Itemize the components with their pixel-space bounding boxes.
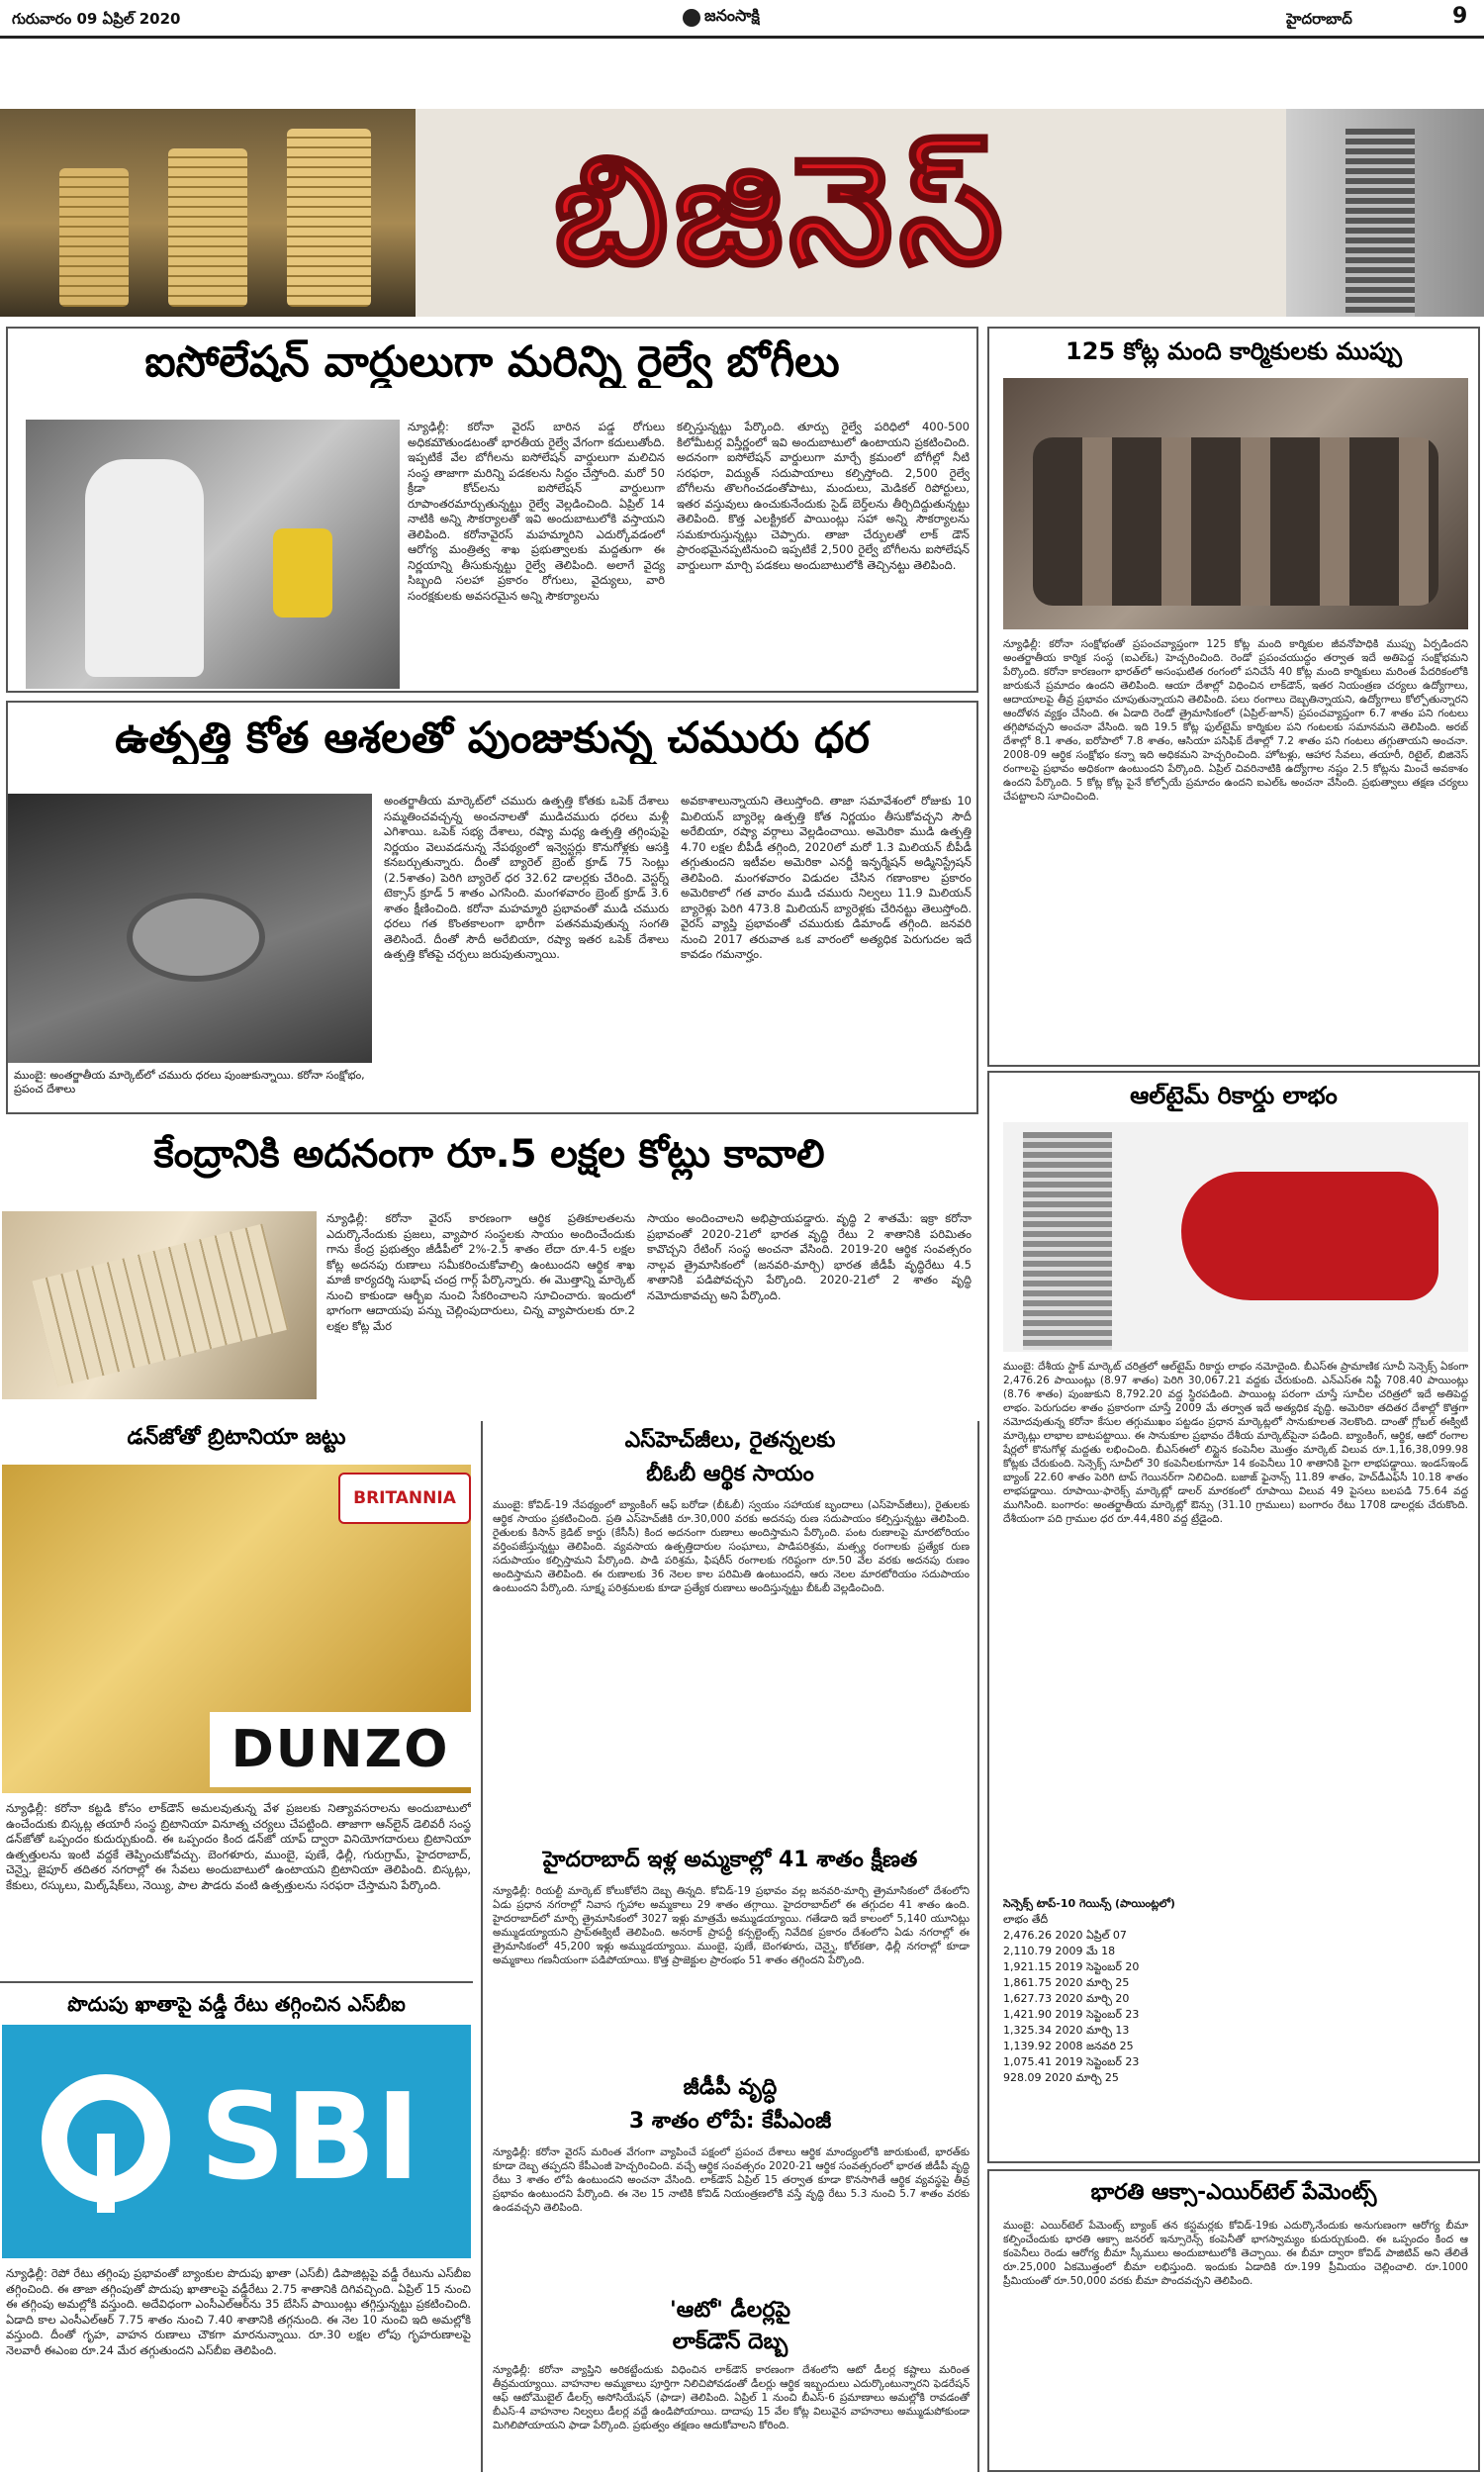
business-banner xyxy=(0,109,1484,317)
article-body-col1: అంతర్జాతీయ మార్కెట్‌లో చమురు ఉత్పత్తి కోతకు ఒపెక్ దేశాలు సమ్మతించవచ్చన్న అంచనాలతో ముడిచమురు ధరలు మళ్లీ ఎగిశాయి. ఒపెక్ సభ్య దేశాలు, రష్యా మధ్య ఉత్పత్తి తగ్గింపుపై నిర్ణయం వెలువడనున్న నేపథ్యంలో ఇన్వెస్టర్లు కొనుగోళ్లకు ఆసక్తి కనబర్చుతున్నారు. దీంతో బ్యారెల్ బ్రెంట్ క్రూడ్ 75 సెంట్లు (2.5శాతం) పెరిగి బ్యారెల్ ధర 32.62 డాలర్లకు చేరింది. వెస్టర్న్ టెక్సాస్ క్రూడ్ 5 శాతం ఎగసింది. మంగళవారం బ్రెంట్ క్రూడ్ 3.6 శాతం క్షీణించింది. కరోనా మహమ్మారి ప్రభావంతో ముడి చమురు ధరలు గత కొంతకాలంగా భారీగా పతనమవుతున్న సంగతి తెలిసిందే. దీంతో సౌదీ అరేబియా, రష్యా ఇతర ఒపెక్ దేశాలు ఉత్పత్తి కోతపై చర్చలు జరుపుతున్నాయి. xyxy=(384,794,669,961)
header-date: గురువారం 09 ఏప్రిల్ 2020 xyxy=(12,10,181,28)
britannia-logo-text: BRITANNIA xyxy=(353,1488,456,1508)
list-item: 1,075.41 2019 సెప్టెంబర్ 23 xyxy=(1003,2055,1140,2068)
article-ilo-workers xyxy=(987,327,1480,1067)
ppe-photo xyxy=(26,420,400,689)
section-title: బిజినెస్ xyxy=(554,126,1009,298)
headline: పొదుపు ఖాతాపై వడ్డీ రేటు తగ్గించిన ఎస్‌బీఐ xyxy=(67,1992,406,2016)
section-rule xyxy=(0,1981,473,1983)
sbi-logo-text: SBI xyxy=(200,2069,420,2207)
sensex-gains-list xyxy=(1003,1896,1468,2159)
article-body: న్యూఢిల్లీ: కరోనా వైరస్ మరింత వేగంగా వ్యాపించే పక్షంలో ప్రపంచ దేశాలు ఆర్థిక మాంద్యంలోకి జారుకుంటే, భారత్‌కు కూడా దెబ్బ తప్పదని కేపీఎంజీ హెచ్చరించింది. వచ్చే ఆర్థిక సంవత్సరం 2020-21 ఆర్థిక సంవత్సరంలో భారత జీడీపీ వృద్ధి రేటు 3 శాతం లోపే ఉంటుందని అంచనా వేసింది. లాక్‌డౌన్ ఏప్రిల్ 15 తర్వాత కూడా కొనసాగితే ఆర్థిక వ్యవస్థపై తీవ్ర ప్రభావం ఉంటుందని పేర్కొంది. ఈ నెల 15 నాటికి కోవిడ్ నియంత్రణలోకి వస్తే వృద్ధి రేటు 5.3 నుంచి 5.7 శాతం వరకు ఉండవచ్చని తెలిపింది. xyxy=(493,2146,970,2214)
list-item: 1,627.73 2020 మార్చి 20 xyxy=(1003,1992,1130,2005)
article-body-col2: అవకాశాలున్నాయని తెలుస్తోంది. తాజా సమావేశంలో రోజుకు 10 మిలియన్ బ్యారెల్ల ఉత్పత్తి కోత నిర్ణయం తీసుకోవచ్చని సౌదీ అరేబియా, రష్యా వర్గాలు వెల్లడించాయి. అమెరికా ముడి ఉత్పత్తి 4.70 లక్షల బీపీడీ తగ్గింది, 2020లో మరో 1.3 మిలియన్ బీపీడీ తగ్గుతుందని ఇటీవల అమెరికా ఎనర్జీ ఇన్ఫర్మేషన్ అడ్మినిస్ట్రేషన్ తెలిపింది. మంగళవారం విడుదల చేసిన గణాంకాల ప్రకారం అమెరికాలో గత వారం ముడి చమురు నిల్వలు 11.9 మిలియన్ బ్యారెళ్లు పెరిగి 473.8 మిలియన్ బ్యారెళ్లకు చేరినట్టు తెలుస్తోంది. వైరస్ వ్యాప్తి ప్రభావంతో చమురుకు డిమాండ్ తగ్గింది. జనవరి నుంచి 2017 తరువాత ఒక వారంలో అత్యధిక పెరుగుదల ఇదే కావడం గమనార్హం. xyxy=(681,794,972,961)
article-kpmg-gdp xyxy=(483,2070,977,2292)
headline-line2: లాక్‌డౌన్ దెబ్బ xyxy=(672,2330,788,2354)
list-item: 1,921.15 2019 సెప్టెంబర్ 20 xyxy=(1003,1960,1140,1973)
sbi-logo-keyhole xyxy=(97,2134,115,2213)
article-oil-price xyxy=(6,701,978,1114)
tower-icon xyxy=(1345,129,1415,317)
headline: 125 కోట్ల మంది కార్మికులకు ముప్పు xyxy=(1066,337,1402,365)
article-isolation-coaches xyxy=(6,327,978,693)
list-item: 2,476.26 2020 ఏప్రిల్ 07 xyxy=(1003,1929,1127,1942)
page-number: 9 xyxy=(1452,4,1468,29)
headline-line1: జీడీపీ వృద్ధి xyxy=(683,2075,778,2100)
article-body-col1: న్యూఢిల్లీ: కరోనా వైరస్ బారిన పడ్డ రోగులు అధికమౌతుండటంతో భారతీయ రైల్వే వేగంగా కదులుతోంది. ఇప్పటికే వేల బోగీలను ఐసోలేషన్ వార్డులుగా మలిచిన సంస్థ తాజాగా మరిన్ని పడకలను సిద్ధం చేస్తోంది. మరో 50 క్రీడా కోచ్‌లను ఐసోలేషన్ వార్డులుగా రూపాంతరమార్చుతున్నట్టు రైల్వే వెల్లడించింది. ఏప్రిల్ 14 నాటికి అన్ని సౌకర్యాలతో ఇవి అందుబాటులోకి వస్తాయని తెలిపింది. కరోనావైరస్ మహమ్మారిని ఎదుర్కోవడంలో ఆరోగ్య మంత్రిత్వ శాఖ ప్రభుత్వాలకు మద్దతుగా ఈ నిర్ణయాన్ని తీసుకున్నట్టు రైల్వే తెలిపింది. అలాగే వైద్య సిబ్బంది సలహా ప్రకారం రోగులు, వైద్యులు, వారి సంరక్షకులకు అవసరమైన అన్ని సౌకర్యాలను xyxy=(408,420,665,603)
article-sbi-savings xyxy=(0,1981,473,2472)
list-item: 2,110.79 2009 మే 18 xyxy=(1003,1945,1116,1957)
headline: హైదరాబాద్ ఇళ్ల అమ్మకాల్లో 41 శాతం క్షీణత xyxy=(542,1848,918,1872)
headline: ఆల్‌టైమ్ రికార్డు లాభం xyxy=(1130,1082,1338,1109)
headline: ఐసోలేషన్ వార్డులుగా మరిన్ని రైల్వే బోగీలు xyxy=(144,337,840,387)
barrel-icon xyxy=(127,893,265,982)
person-icon xyxy=(85,459,204,677)
article-body: న్యూఢిల్లీ: కరోనా వ్యాప్తిని అరికట్టేందుకు విధించిన లాక్‌డౌన్ కారణంగా దేశంలోని ఆటో డీలర్ల కష్టాలు మరింత తీవ్రమయ్యాయి. వాహనాల అమ్మకాలు పూర్తిగా నిలిచిపోవడంతో డీలర్లు ఆర్థిక ఇబ్బందులు ఎదుర్కొంటున్నారని ఫెడరేషన్ ఆఫ్ ఆటోమొబైల్ డీలర్స్ అసోసియేషన్ (ఫాడా) తెలిపింది. ఏప్రిల్ 1 నుంచి బీఎస్-6 ప్రమాణాలు అమల్లోకి రావడంతో బీఎస్-4 వాహనాల నిల్వలు డీలర్ల వద్దే ఉండిపోయాయి. దాదాపు 15 వేల కోట్ల విలువైన వాహనాలు అమ్ముడుపోకుండా మిగిలిపోయాయని ఫాడా పేర్కొంది. ప్రభుత్వం తక్షణం ఆదుకోవాలని కోరింది. xyxy=(493,2364,970,2431)
article-hyderabad-housing xyxy=(483,1841,977,2068)
article-body-col2: సాయం అందించాలని అభిప్రాయపడ్డారు. వృద్ధి 2 శాతమే: ఇక్రా కరోనా ప్రభావంతో 2020-21లో భారత వృద్ధి రేటు 2 శాతానికి పరిమితం కావొచ్చని రేటింగ్ సంస్థ అంచనా వేసింది. 2019-20 ఆర్థిక సంవత్సరం నాల్గవ త్రైమాసికంలో (జనవరి-మార్చి) భారత జీడీపీ వృద్ధిరేటు 4.5 శాతానికి పడిపోవచ్చని పేర్కొంది. 2020-21లో 2 శాతం వృద్ధి నమోదుకావచ్చు అని పేర్కొంది. xyxy=(647,1211,972,1302)
article-bob-aid xyxy=(483,1421,977,1837)
article-auto-dealers xyxy=(483,2294,977,2470)
headline: కేంద్రానికి అదనంగా రూ.5 లక్షల కోట్లు కావాలి xyxy=(153,1132,825,1177)
headline: భారతి ఆక్సా-ఎయిర్‌టెల్ పేమెంట్స్ xyxy=(1090,2180,1377,2205)
bull-icon xyxy=(1181,1172,1438,1300)
coin-stack-icon xyxy=(287,129,371,307)
article-body: ముంబై: కోవిడ్-19 నేపథ్యంలో బ్యాంకింగ్ ఆఫ్ బరోడా (బీఓబీ) స్వయం సహాయక బృందాలు (ఎస్‌హెచ్‌జీలు), రైతులకు ఆర్థిక సాయం ప్రకటించింది. ప్రతి ఎస్‌హెచ్‌జీకి రూ.30,000 వరకు అదనపు రుణ సదుపాయం కల్పిస్తున్నట్టు తెలిపింది. రైతులకు కిసాన్ క్రెడిట్ కార్డు (కేసీసీ) కింద అదనంగా రుణాలు అందిస్తామని పేర్కొంది. పంట రుణాలపై మారటోరియం వర్తింపజేస్తున్నట్టు తెలిపింది. వ్యవసాయ ఉత్పత్తిదారుల సంఘాలు, పాడిపరిశ్రమ, మత్స్య రంగాలకు ప్రత్యేక రుణ సదుపాయం కల్పిస్తామని పేర్కొంది. పాడి పరిశ్రమ, ఫిషరీస్ రంగాలకు గరిష్ఠంగా రూ.50 వేల వరకు అదనపు రుణం అందిస్తామని తెలిపింది. ఈ రుణాలకు 36 నెలల కాల పరిమితి ఉంటుందని, ఆరు నెలల మారటోరియం సదుపాయం ఉంటుందని పేర్కొంది. సూక్ష్మ పరిశ్రమలకు కూడా ప్రత్యేక రుణాలు అందిస్తున్నట్టు బీఓబీ వెల్లడించింది. xyxy=(493,1499,970,1594)
article-centre-funds xyxy=(0,1122,978,1409)
list-subtitle: లాభం తేదీ xyxy=(1003,1913,1049,1926)
headline-line2: 3 శాతం లోపే: కేపీఎంజీ xyxy=(628,2109,832,2134)
coin-stack-icon xyxy=(168,148,247,307)
article-body-col2: కల్పిస్తున్నట్టు పేర్కొంది. తూర్పు రైల్వే పరిధిలో 400-500 కిలోమీటర్ల విస్తీర్ణంలో ఇవి అందుబాటులో ఉంటాయని ప్రకటించింది. అదనంగా ఐసోలేషన్ వార్డులుగా మార్చే క్రమంలో బోగీల్లో నీటి సరఫరా, విద్యుత్ సదుపాయాలు కల్పిస్తోంది. 2,500 రైల్వే బోగీలను తొలగించడంతోపాటు, మందులు, మెడికల్ రిపోర్టులు, ఇతర వస్తువులు ఉంచుకునేందుకు సైడ్ బెర్త్‌లను తీర్చిదిద్దుతున్నట్టు తెలిపింది. కొత్త ఎలక్ట్రికల్ పాయింట్లు సహా అన్ని సౌకర్యాలను సమకూరుస్తున్నట్లు చెప్పారు. తాజా చేర్పులతో లాక్ డౌన్ ప్రారంభమైనప్పటినుంచి ఇప్పటికే 2,500 రైల్వే బోగీలను ఐసోలేషన్ వార్డులుగా మార్చి పడకలు అందుబాటులోకి తెచ్చినట్టు తెలిపింది. xyxy=(677,420,970,572)
headline: డన్‌జోతో బ్రిటానియా జట్టు xyxy=(127,1425,346,1450)
skyscraper-icon xyxy=(1023,1132,1112,1350)
list-item: 1,421.90 2019 సెప్టెంబర్ 23 xyxy=(1003,2008,1140,2021)
headline: ఉత్పత్తి కోత ఆశలతో పుంజుకున్న చమురు ధర xyxy=(115,714,870,763)
list-title: సెన్సెక్స్ టాప్-10 గెయిన్స్ (పాయింట్లలో) xyxy=(1003,1897,1175,1910)
building-photo xyxy=(1286,109,1484,317)
list-item: 1,861.75 2020 మార్చి 25 xyxy=(1003,1976,1130,1989)
photo-caption: ముంబై: అంతర్జాతీయ మార్కెట్‌లో చమురు ధరలు పుంజుకున్నాయి. కరోనా సంక్షోభం, ప్రపంచ దేశాలు xyxy=(14,1069,365,1095)
list-item: 928.09 2020 మార్చి 25 xyxy=(1003,2071,1119,2084)
article-body: న్యూఢిల్లీ: రియల్టీ మార్కెట్ కోలుకోలేని దెబ్బ తిన్నది. కోవిడ్-19 ప్రభావం వల్ల జనవరి-మార్చి త్రైమాసికంలో దేశంలోని ఏడు ప్రధాన నగరాల్లో నివాస గృహాల అమ్మకాలు 29 శాతం తగ్గాయి. హైదరాబాద్‌లో ఈ తగ్గుదల 41 శాతం ఉంది. హైదరాబాద్‌లో మార్చి త్రైమాసికంలో 3027 ఇళ్లు మాత్రమే అమ్ముడయ్యాయి. గతేడాది ఇదే కాలంలో 5,140 యూనిట్లు అమ్ముడయ్యాయని ప్రాప్‌ఈక్విటీ తెలిపింది. అనరాక్ ప్రాపర్టీ కన్సల్టెంట్స్ నివేదిక ప్రకారం దేశంలోని ఏడు నగరాల్లో ఈ త్రైమాసికంలో 45,200 ఇళ్లు అమ్ముడయ్యాయి. ముంబై, పుణే, బెంగళూరు, చెన్నై, కోల్‌కతా, ఢిల్లీ నగరాల్లో కూడా అమ్మకాలు గణనీయంగా పడిపోయాయి. కొత్త ప్రాజెక్టుల ప్రారంభం 51 శాతం తగ్గిందని పేర్కొంది. xyxy=(493,1885,970,1966)
article-airtel-payments xyxy=(987,2169,1480,2472)
article-body: న్యూఢిల్లీ: కరోనా సంక్షోభంతో ప్రపంచవ్యాప్తంగా 125 కోట్ల మంది కార్మికుల జీవనోపాధికి ముప్పు ఏర్పడిందని అంతర్జాతీయ కార్మిక సంస్థ (ఐఎల్ఓ) హెచ్చరించింది. రెండో ప్రపంచయుద్ధం తర్వాత ఇదే అతిపెద్ద సంక్షోభమని పేర్కొంది. కరోనా కారణంగా భారత్‌లో అసంఘటిత రంగంలో పనిచేసే 40 కోట్ల మంది కార్మికులు మరింత పేదరికంలోకి జారుకునే ప్రమాదం ఉందని తెలిపింది. ఆయా దేశాల్లో విధించిన లాక్‌డౌన్, ఇతర నియంత్రణ చర్యలు ఉద్యోగాలు, ఆదాయాలపై తీవ్ర ప్రభావం చూపుతున్నాయని తెలిపింది. పలు రంగాలు దెబ్బతిన్నాయని, ఉద్యోగాలు కోల్పోతున్నారని ఆందోళన వ్యక్తం చేసింది. ఈ ఏడాది రెండో త్రైమాసికంలో (ఏప్రిల్-జూన్) ప్రపంచవ్యాప్తంగా 6.7 శాతం పని గంటలు తగ్గిపోవచ్చని అంచనా వేసింది. ఇది 19.5 కోట్ల ఫుల్‌టైమ్ కార్మికుల పని గంటలకు సమానమని తెలిపింది. అరబ్ దేశాల్లో 8.1 శాతం, ఐరోపాలో 7.8 శాతం, ఆసియా పసిఫిక్ దేశాల్లో 7.2 శాతం పని గంటలు తగ్గుతాయని అంచనా. 2008-09 ఆర్థిక సంక్షోభం కన్నా ఇది అధికమని హెచ్చరించింది. హోటళ్లు, ఆహార సేవలు, తయారీ, రిటైల్, బిజినెస్ రంగాలపై ప్రభావం అధికంగా ఉంటుందని పేర్కొంది. ఏప్రిల్ చివరినాటికి ఉద్యోగాల నష్టం 2.5 కోట్లను మించే అవకాశం ఉందని పేర్కొంది. 5 కోట్ల కోట్ల పైనే కోల్పోయే ప్రమాదం ఉందని ఐఎల్ఓ అంచనా వేసింది. ప్రభుత్వాలు తక్షణ చర్యలు చేపట్టాలని సూచించింది. xyxy=(1003,638,1468,803)
coin-stack-icon xyxy=(59,168,129,307)
masthead-logo-icon xyxy=(683,9,700,27)
oil-barrel-photo xyxy=(8,794,372,1063)
britannia-logo xyxy=(338,1473,471,1524)
list-item: 1,325.34 2020 మార్చి 13 xyxy=(1003,2024,1130,2037)
workers-photo xyxy=(1003,378,1468,629)
article-britannia-dunzo xyxy=(0,1421,473,1973)
dunzo-logo xyxy=(210,1712,471,1787)
sprayer-icon xyxy=(273,528,332,618)
middle-column xyxy=(481,1421,979,2472)
dunzo-logo-text: DUNZO xyxy=(231,1720,450,1779)
header-city: హైదరాబాద్ xyxy=(1286,10,1352,28)
coins-photo xyxy=(0,109,416,317)
article-body-col1: న్యూఢిల్లీ: కరోనా వైరస్ కారణంగా ఆర్థిక ప్రతికూలతలను ఎదుర్కొనేందుకు ప్రజలు, వ్యాపార సంస్థలకు సాయం అందించేందుకు గాను కేంద్ర ప్రభుత్వం జీడీపీలో 2%-2.5 శాతం లేదా రూ.4-5 లక్షల కోట్ల అదనపు రుణాలు సమీకరించుకోవాల్సి ఉంటుందని ఆర్థిక శాఖ మాజీ కార్యదర్శి సుభాష్ చంద్ర గార్గ్ పేర్కొన్నారు. ఈ మొత్తాన్ని మార్కెట్ నుంచి కాకుండా ఆర్బీఐ నుంచి సేకరించాలని సూచించారు. ఇందులో భాగంగా ఆదాయపు పన్ను చెల్లింపుదారులు, చిన్న వ్యాపారులకు రూ.2 లక్షల కోట్ల మేర xyxy=(326,1211,635,1333)
article-body: న్యూఢిల్లీ: రెపో రేటు తగ్గింపు ప్రభావంతో బ్యాంకుల పొదుపు ఖాతా (ఎస్‌బీ) డిపాజిట్లపై వడ్డీ రేటును ఎస్‌బీఐ తగ్గించింది. ఈ తాజా తగ్గింపుతో పొదుపు ఖాతాలపై వడ్డీరేటు 2.75 శాతానికి దిగివచ్చింది. ఏప్రిల్ 15 నుంచి ఈ తగ్గింపు అమల్లోకి వస్తుంది. అదేవిధంగా ఎంసీఎల్ఆర్‌ను 35 బేసిస్ పాయింట్లు తగ్గిస్తున్నట్టు ప్రకటించింది. ఏడాది కాల ఎంసీఎల్ఆర్ 7.75 శాతం నుంచి 7.40 శాతానికి తగ్గనుంది. ఈ నెల 10 నుంచి ఇది అమల్లోకి వస్తుంది. దీంతో గృహ, వాహన రుణాలు చౌకగా మారనున్నాయి. రూ.30 లక్షల లోపు గృహరుణాలపై నెలవారీ ఈఎంఐ రూ.24 మేర తగ్గుతుందని ఎస్‌బీఐ తెలిపింది. xyxy=(6,2266,471,2357)
article-body: న్యూఢిల్లీ: కరోనా కట్టడి కోసం లాక్‌డౌన్ అమలవుతున్న వేళ ప్రజలకు నిత్యావసరాలను అందుబాటులో ఉంచేందుకు బిస్కట్ల తయారీ సంస్థ బ్రిటానియా వినూత్న చర్యలు చేపట్టింది. తాజాగా ఆన్‌లైన్ డెలివరీ సంస్థ డన్‌జోతో ఒప్పందం కుదుర్చుకుంది. ఈ ఒప్పందం కింద డన్‌జో యాప్ ద్వారా వినియోగదారులు బ్రిటానియా ఉత్పత్తులను ఇంటి వద్దకే తెప్పించుకోవచ్చు. బెంగళూరు, ముంబై, పుణే, ఢిల్లీ, గురుగ్రామ్, హైదరాబాద్, చెన్నై, జైపూర్ తదితర నగరాల్లో ఈ సేవలు అందుబాటులో ఉంటాయని బ్రిటానియా తెలిపింది. బిస్కట్లు, కేకులు, రస్కులు, మిల్క్‌షేక్‌లు, నెయ్యి, పాల పౌడరు వంటి ఉత్పత్తులను సరఫరా చేస్తామని పేర్కొంది. xyxy=(6,1801,471,1892)
crowd-icon xyxy=(1033,437,1438,606)
bull-photo xyxy=(1003,1122,1468,1352)
headline-line1: 'ఆటో' డీలర్లపై xyxy=(669,2298,791,2323)
sbi-banner xyxy=(2,2025,471,2258)
masthead xyxy=(683,6,760,29)
masthead-title: జనంసాక్షి xyxy=(704,6,760,25)
list-item: 1,139.92 2008 జనవరి 25 xyxy=(1003,2040,1134,2052)
article-body: ముంబై: ఎయిర్‌టెల్ పేమెంట్స్ బ్యాంక్ తన కస్టమర్లకు కోవిడ్-19కు ఎదుర్కొనేందుకు అనుగుణంగా ఆరోగ్య బీమా కల్పించేందుకు భారతి ఆక్సా జనరల్ ఇన్సూరెన్స్ కంపెనీతో భాగస్వామ్యం కుదుర్చుకుంది. ఈ ఒప్పందం కింద ఆ కంపెనీలు రెండు ఆరోగ్య బీమా స్కీములు అందుబాటులోకి తెచ్చాయి. ఈ బీమా ద్వారా కోవిడ్ పాజిటివ్ అని తేలితే రూ.25,000 ఏకమొత్తంలో బీమా లభిస్తుంది. ఇందుకు ఏడాదికి రూ.199 ప్రీమియం చెల్లించాలి. రూ.1000 ప్రీమియంతో రూ.50,000 వరకు బీమా పొందవచ్చని తెలిపింది. xyxy=(1003,2220,1468,2287)
headline-line2: బీఓబీ ఆర్థిక సాయం xyxy=(646,1462,814,1486)
brand-photo xyxy=(2,1465,471,1793)
banknote-icon xyxy=(32,1224,288,1387)
article-sensex-record xyxy=(987,1071,1480,2163)
article-body: ముంబై: దేశీయ స్టాక్ మార్కెట్ చరిత్రలో ఆల్‌టైమ్ రికార్డు లాభం నమోదైంది. బీఎస్ఈ ప్రామాణిక సూచీ సెన్సెక్స్ ఏకంగా 2,476.26 పాయింట్లు (8.97 శాతం) పెరిగి 30,067.21 వద్దకు చేరుకుంది. ఎన్ఎస్ఈ నిఫ్టీ 708.40 పాయింట్లు (8.76 శాతం) పుంజుకుని 8,792.20 వద్ద స్థిరపడింది. పాయింట్ల పరంగా చూస్తే సూచీల చరిత్రలో ఇదే అతిపెద్ద లాభం. పెరుగుదల శాతం ప్రకారంగా చూస్తే 2009 మే తర్వాత ఇదే అత్యధిక వృద్ధి. అమెరికా తదితర దేశాల్లో కొత్తగా నమోదవుతున్న కరోనా కేసుల తగ్గుముఖం పట్టడం ప్రధాన మార్కెట్లలో సానుకూలత నెలకొంది. దాంతో గ్లోబల్ ఈక్విటీ మార్కెట్లు లాభాల బాటపట్టాయి. ఈ సానుకూల ప్రభావం దేశీయ మార్కెట్‌పైనా పడింది. బ్యాంకింగ్, ఆర్థిక, ఆటో రంగాల షేర్లలో కొనుగోళ్ల మద్దతు లభించింది. బీఎస్ఈలో లిస్టైన కంపెనీల మొత్తం మార్కెట్ విలువ రూ.1,16,38,099.98 కోట్లకు చేరుకుంది. సెన్సెక్స్ సూచీలో 30 కంపెనీలకుగానూ 14 కంపెనీలు 10 శాతానికి పైగా లాభపడ్డాయి. ఇండస్ఇండ్ బ్యాంక్ 22.60 శాతం పెరిగి టాప్ గెయినర్‌గా నిలిచింది. బజాజ్ ఫైనాన్స్ 11.89 శాతం, హెచ్‌డీఎఫ్‌సీ 10.18 శాతం లాభపడ్డాయి. రూపాయి-ఫారెక్స్ మార్కెట్లో డాలర్ మారకంలో రూపాయి విలువ 49 పైసలు బలపడి 75.64 వద్ద ముగిసింది. బంగారం: అంతర్జాతీయ మార్కెట్లో ఔన్సు (31.10 గ్రాములు) బంగారం రేటు 1708 డాలర్లకు చేరుకొంది. దేశీయంగా పది గ్రాముల ధర రూ.44,480 వద్ద ట్రేడైంది. xyxy=(1003,1361,1468,1525)
header-rule xyxy=(0,36,1484,39)
currency-photo xyxy=(2,1211,317,1399)
headline-line1: ఎస్‌హెచ్‌జీలు, రైతన్నలకు xyxy=(624,1428,836,1453)
